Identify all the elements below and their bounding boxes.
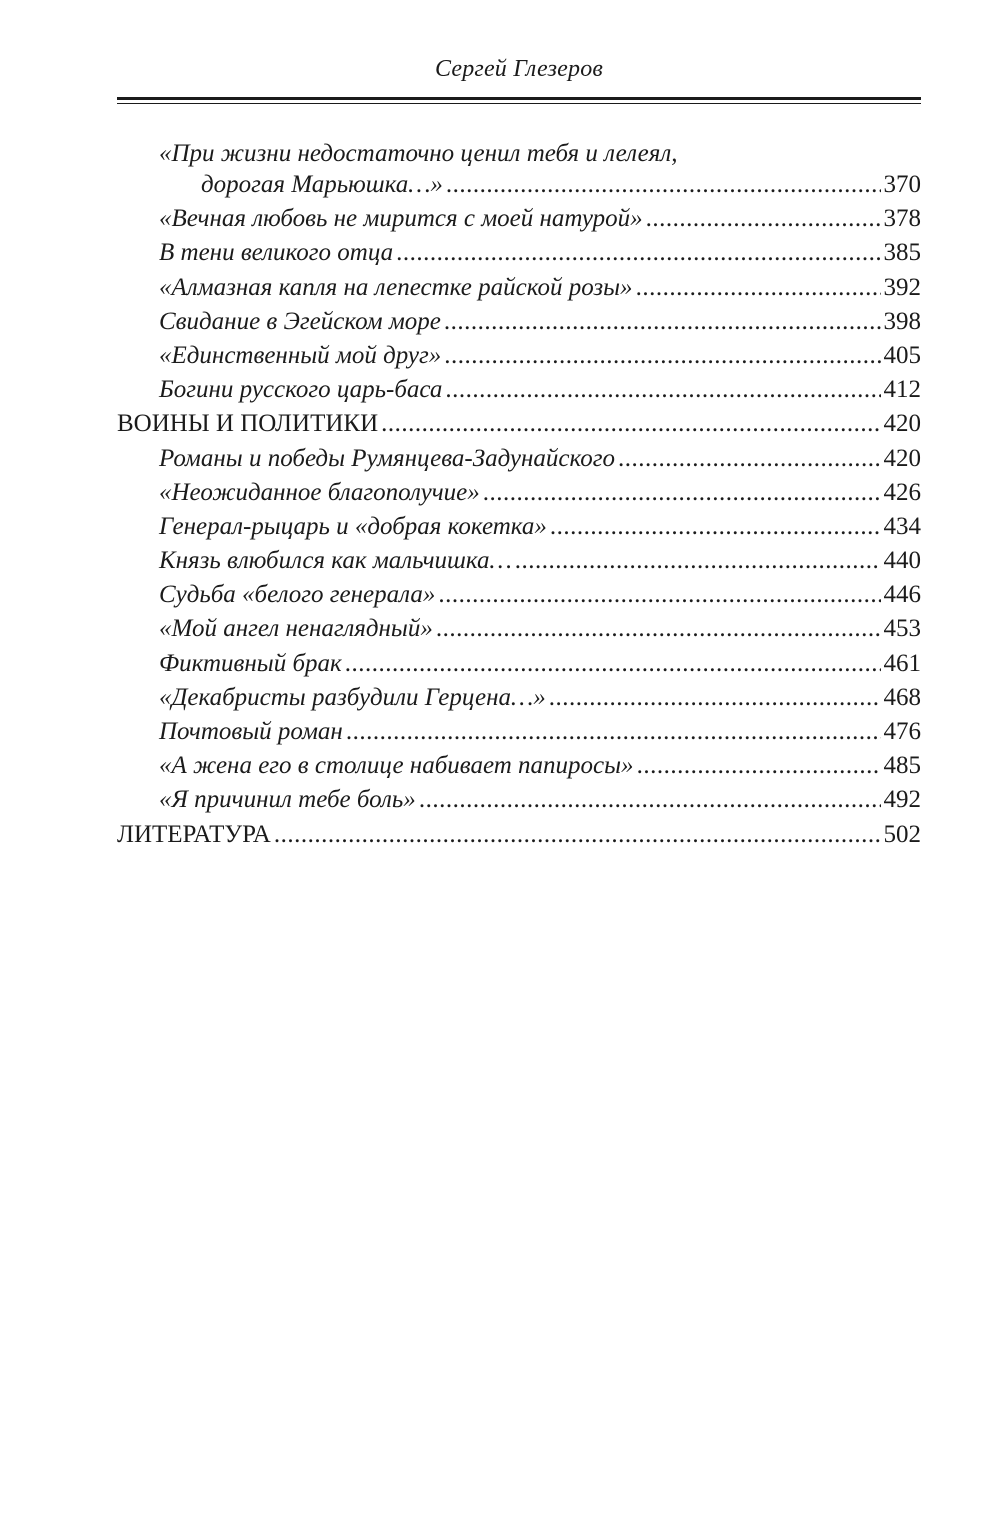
header-rule-thick bbox=[117, 97, 921, 100]
toc-chapter-entry bbox=[117, 236, 921, 270]
toc-chapter-entry bbox=[117, 715, 921, 749]
toc-entry-title: «Я причинил тебе боль» bbox=[159, 786, 416, 814]
toc-entry-title: «Единственный мой друг» bbox=[159, 341, 442, 369]
toc-page-number: 476 bbox=[883, 718, 921, 745]
dot-leader bbox=[345, 647, 881, 681]
toc-chapter-entry bbox=[117, 749, 921, 783]
toc-entry-title: «Вечная любовь не мирится с моей натурой» bbox=[159, 205, 643, 233]
dot-leader bbox=[550, 510, 881, 544]
toc-section-entry bbox=[117, 407, 921, 441]
toc-chapter-entry bbox=[117, 510, 921, 544]
toc-chapter-entry bbox=[117, 647, 921, 681]
dot-leader bbox=[381, 407, 880, 441]
toc-entry-title: Свидание в Эгейском море bbox=[159, 307, 441, 335]
toc-page-number: 420 bbox=[883, 444, 921, 472]
toc-page-number: 453 bbox=[883, 615, 921, 643]
dot-leader bbox=[637, 749, 881, 783]
toc-page-number: 440 bbox=[883, 547, 921, 575]
dot-leader bbox=[446, 168, 881, 202]
running-head-author: Сергей Глезеров bbox=[434, 56, 604, 82]
dot-leader bbox=[445, 373, 880, 407]
dot-leader bbox=[636, 271, 881, 305]
toc-page-number: 492 bbox=[883, 786, 921, 814]
toc-chapter-entry bbox=[117, 271, 921, 305]
toc-entry-title: Судьба «белого генерала» bbox=[159, 581, 436, 609]
toc-entry-title: Романы и победы Румянцева-Задунайского bbox=[159, 444, 615, 472]
toc-chapter-entry bbox=[117, 681, 921, 715]
toc-entry-title: ЛИТЕРАТУРА bbox=[117, 820, 271, 848]
dot-leader bbox=[483, 476, 881, 510]
toc-chapter-entry bbox=[117, 305, 921, 339]
toc-entry-title: ВОИНЫ И ПОЛИТИКИ bbox=[117, 410, 379, 438]
dot-leader bbox=[419, 783, 881, 817]
dot-leader bbox=[444, 339, 880, 373]
table-of-contents bbox=[117, 140, 921, 852]
toc-entry-title: Богини русского царь-баса bbox=[159, 376, 443, 404]
toc-entry-title: Генерал-рыцарь и «добрая кокетка» bbox=[159, 512, 547, 540]
dot-leader bbox=[618, 442, 881, 476]
toc-entry-title: Фиктивный брак bbox=[159, 649, 342, 677]
toc-chapter-entry bbox=[117, 578, 921, 612]
toc-page-number: 468 bbox=[883, 683, 921, 711]
toc-page-number: 434 bbox=[883, 512, 921, 540]
toc-entry-title: В тени великого отца bbox=[159, 239, 394, 267]
toc-entry-title: Князь влюбился как мальчишка… bbox=[159, 547, 512, 575]
toc-entry-title: «Неожиданное благополучие» bbox=[159, 478, 480, 506]
toc-page-number: 398 bbox=[883, 307, 921, 335]
toc-chapter-entry bbox=[117, 476, 921, 510]
toc-entry-title: «Декабристы разбудили Герцена…» bbox=[159, 683, 546, 711]
toc-entry-title: «Алмазная капля на лепестке райской розы» bbox=[159, 273, 633, 301]
toc-chapter-entry bbox=[117, 373, 921, 407]
toc-page-number: 412 bbox=[883, 376, 921, 404]
toc-chapter-entry bbox=[117, 783, 921, 817]
toc-chapter-entry bbox=[117, 202, 921, 236]
toc-page-number: 405 bbox=[883, 341, 921, 369]
dot-leader bbox=[444, 305, 881, 339]
dot-leader bbox=[396, 236, 880, 270]
dot-leader bbox=[646, 202, 881, 236]
dot-leader bbox=[515, 544, 881, 578]
toc-page-number: 426 bbox=[883, 478, 921, 506]
toc-chapter-entry bbox=[117, 544, 921, 578]
toc-entry-title: «Мой ангел ненаглядный» bbox=[159, 615, 433, 643]
toc-page-number: 446 bbox=[883, 581, 921, 609]
dot-leader bbox=[438, 578, 880, 612]
dot-leader bbox=[274, 818, 881, 852]
header-rule-thin bbox=[117, 103, 921, 104]
toc-page-number: 485 bbox=[883, 752, 921, 780]
toc-chapter-entry bbox=[117, 442, 921, 476]
toc-chapter-entry bbox=[117, 612, 921, 646]
toc-page-number: 461 bbox=[883, 649, 921, 677]
dot-leader bbox=[346, 715, 881, 749]
toc-page-number: 502 bbox=[883, 820, 921, 848]
dot-leader bbox=[436, 612, 881, 646]
toc-page-number: 385 bbox=[883, 239, 921, 267]
toc-entry-title: «А жена его в столице набивает папиросы» bbox=[159, 752, 634, 780]
dot-leader bbox=[549, 681, 881, 715]
toc-page-number: 378 bbox=[883, 205, 921, 233]
toc-entry-title: Почтовый роман bbox=[159, 718, 343, 745]
toc-page-number: 392 bbox=[883, 273, 921, 301]
toc-entry-title-line: «При жизни недостаточно ценил тебя и лелеял, bbox=[159, 140, 678, 167]
toc-entry-title: дорогая Марьюшка…» bbox=[201, 171, 443, 198]
toc-page-number: 370 bbox=[883, 171, 921, 198]
toc-chapter-entry bbox=[117, 339, 921, 373]
toc-page-number: 420 bbox=[883, 410, 921, 438]
toc-chapter-entry bbox=[117, 140, 921, 202]
toc-section-entry bbox=[117, 818, 921, 852]
